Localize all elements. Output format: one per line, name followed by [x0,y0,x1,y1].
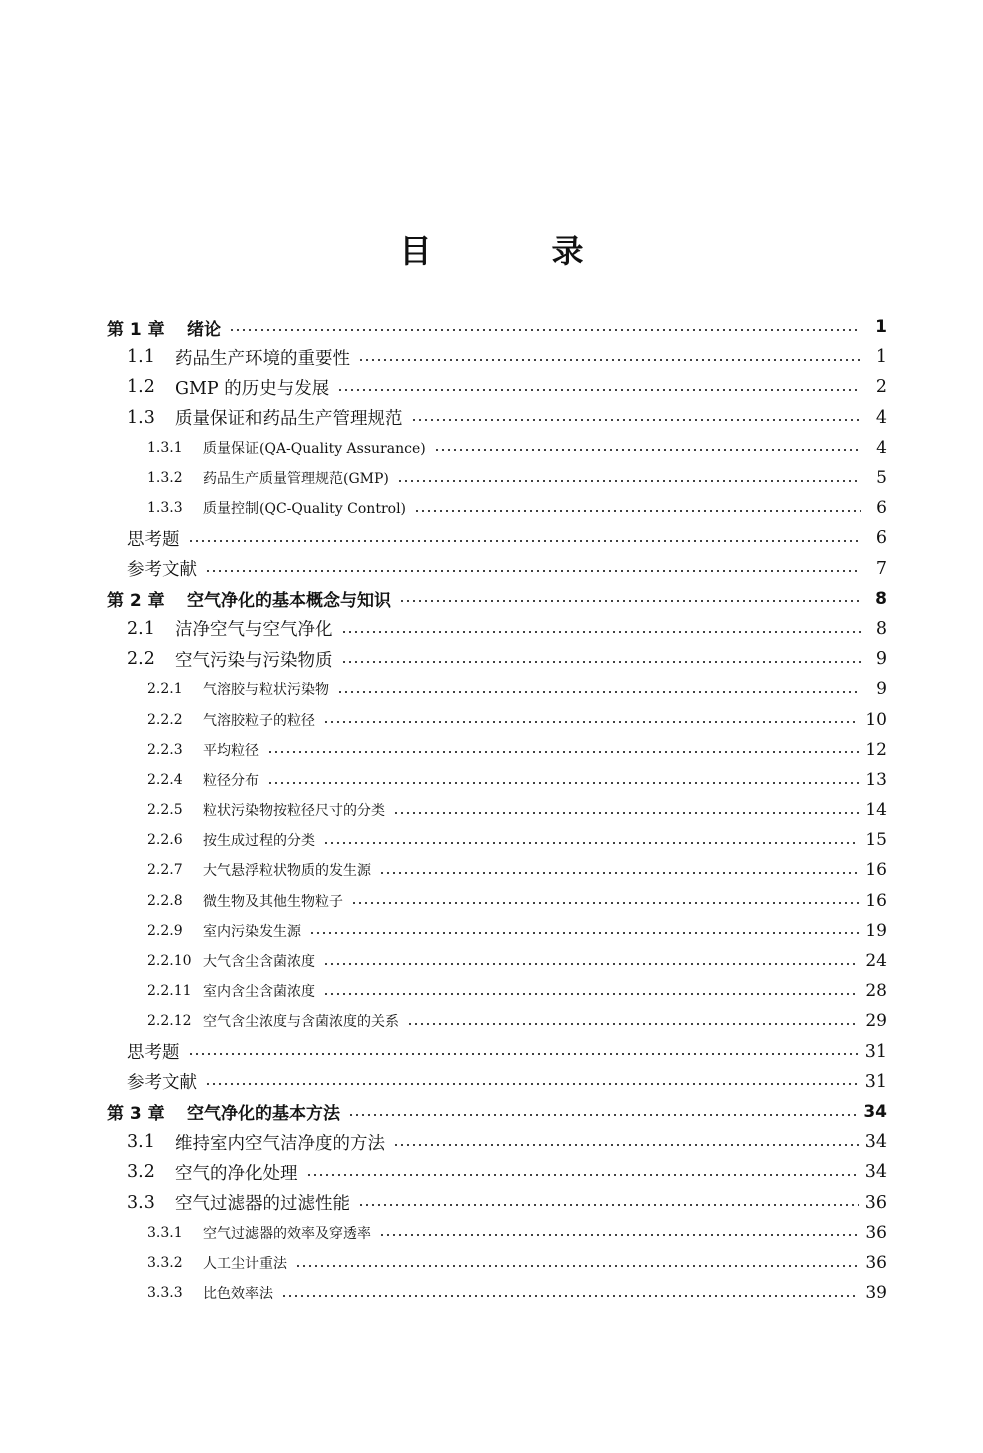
toc-entry-page-number: 24 [865,951,887,972]
toc-entry[interactable] [107,765,887,795]
toc-entry-title: 大气悬浮粒状物质的发生源 [203,863,371,880]
toc-entry-page-number: 39 [865,1283,887,1304]
dot-leader [379,855,859,885]
toc-entry-page-number: 6 [875,528,887,549]
toc-entry-number: 3.3.3 [147,1285,183,1302]
toc-entry-number: 2.2.7 [147,862,183,879]
toc-entry-number: 第 2 章 [107,591,165,612]
toc-entry[interactable] [107,916,887,946]
toc-entry-title: GMP 的历史与发展 [175,378,330,399]
toc-chapter-entry[interactable] [107,584,887,614]
toc-entry[interactable] [107,1037,887,1067]
toc-entry-page-number: 28 [865,981,887,1002]
toc-entry[interactable] [107,433,887,463]
toc-entry[interactable] [107,795,887,825]
dot-leader [358,1188,859,1218]
toc-entry[interactable] [107,735,887,765]
toc-entry-number: 1.3.2 [147,470,183,487]
toc-entry-title: 质量保证和药品生产管理规范 [175,409,403,430]
toc-entry[interactable] [107,1157,887,1187]
toc-entry-title: 洁净空气与空气净化 [175,620,333,641]
toc-entry-number: 3.3.2 [147,1254,183,1271]
dot-leader [414,493,861,523]
toc-entry-page-number: 34 [864,1162,887,1183]
toc-entry-title: 空气净化的基本方法 [187,1104,340,1125]
toc-entry-page-number: 9 [876,679,887,700]
toc-entry-title: 思考题 [127,1043,180,1064]
toc-entry-number: 1.2 [127,377,155,398]
toc-entry-title: 空气净化的基本概念与知识 [187,591,391,612]
toc-entry-page-number: 15 [865,830,887,851]
toc-entry[interactable] [107,342,887,372]
toc-entry-title: 大气含尘含菌浓度 [203,954,315,971]
toc-entry[interactable] [107,1187,887,1217]
toc-entry[interactable] [107,554,887,584]
toc-entry-number: 2.2.5 [147,802,183,819]
toc-entry-number: 2.2.8 [147,892,183,909]
dot-leader [205,1067,859,1097]
dot-leader [341,644,862,674]
toc-entry-page-number: 36 [864,1192,887,1213]
dot-leader [267,765,859,795]
toc-entry-title: 气溶胶与粒状污染物 [203,682,329,699]
toc-chapter-entry[interactable] [107,1097,887,1127]
toc-entry[interactable] [107,825,887,855]
toc-entry-page-number: 14 [865,800,887,821]
toc-entry-title: 气溶胶粒子的粒径 [203,712,315,729]
dot-leader [411,403,862,433]
toc-entry-number: 1.3.1 [147,439,183,456]
dot-leader [323,946,859,976]
toc-entry-page-number: 12 [865,739,887,760]
toc-entry-number: 2.2.3 [147,741,183,758]
toc-entry-title: 空气污染与污染物质 [175,650,333,671]
dot-leader [399,584,861,614]
toc-entry-title: 思考题 [127,529,180,550]
dot-leader [337,674,861,704]
toc-entry-title: 粒状污染物按粒径尺寸的分类 [203,803,385,820]
table-of-contents [107,312,887,1308]
toc-entry[interactable] [107,644,887,674]
toc-entry-page-number: 36 [865,1222,887,1243]
toc-entry-number: 2.2.9 [147,922,183,939]
toc-entry-title: 质量保证(QA-Quality Assurance) [203,440,426,457]
toc-entry[interactable] [107,1127,887,1157]
dot-leader [348,1097,857,1127]
page-title: 目 录 [399,232,628,270]
dot-leader [229,312,861,342]
toc-entry-page-number: 4 [876,437,887,458]
toc-entry-title: 微生物及其他生物粒子 [203,893,343,910]
toc-entry[interactable] [107,1218,887,1248]
dot-leader [188,523,862,553]
toc-entry-title: 人工尘计重法 [203,1255,287,1272]
toc-entry[interactable] [107,704,887,734]
toc-chapter-entry[interactable] [107,312,887,342]
dot-leader [351,886,859,916]
dot-leader [379,1218,859,1248]
toc-entry-number: 3.3.1 [147,1224,183,1241]
toc-entry[interactable] [107,1248,887,1278]
toc-entry-page-number: 31 [864,1071,887,1092]
dot-leader [306,1157,859,1187]
dot-leader [323,825,859,855]
toc-entry-title: 维持室内空气洁净度的方法 [175,1133,385,1154]
toc-entry-page-number: 16 [865,890,887,911]
toc-entry-title: 比色效率法 [203,1286,273,1303]
dot-leader [188,1037,859,1067]
dot-leader [434,433,861,463]
toc-entry-number: 1.3.3 [147,500,183,517]
toc-entry-number: 3.1 [127,1132,155,1153]
toc-entry[interactable] [107,855,887,885]
toc-entry[interactable] [107,523,887,553]
toc-entry[interactable] [107,1006,887,1036]
toc-entry[interactable] [107,976,887,1006]
toc-entry-page-number: 7 [875,558,887,579]
toc-entry[interactable] [107,372,887,402]
toc-entry-page-number: 5 [876,468,887,489]
toc-entry[interactable] [107,493,887,523]
dot-leader [205,554,861,584]
toc-entry[interactable] [107,1278,887,1308]
toc-entry-number: 1.1 [127,347,155,368]
toc-entry-title: 按生成过程的分类 [203,833,315,850]
toc-entry-number: 2.2.1 [147,681,183,698]
toc-entry-page-number: 29 [865,1011,887,1032]
toc-entry-title: 参考文献 [127,1073,197,1094]
dot-leader [267,735,859,765]
toc-entry-title: 药品生产质量管理规范(GMP) [203,471,389,488]
toc-entry-page-number: 19 [865,920,887,941]
toc-entry-title: 粒径分布 [203,772,259,789]
toc-entry-title: 室内污染发生源 [203,923,301,940]
toc-entry-page-number: 13 [865,769,887,790]
dot-leader [337,372,861,402]
toc-entry-page-number: 1 [875,347,887,368]
toc-entry-number: 第 1 章 [107,319,165,340]
toc-entry-number: 3.2 [127,1162,155,1183]
toc-entry[interactable] [107,403,887,433]
toc-entry-title: 绪论 [187,319,221,340]
toc-entry-page-number: 16 [865,860,887,881]
toc-entry-number: 2.2.2 [147,711,183,728]
toc-entry-title: 平均粒径 [203,742,259,759]
dot-leader [397,463,861,493]
toc-entry-number: 2.2.12 [147,1013,192,1030]
toc-entry-number: 2.2.10 [147,953,192,970]
toc-entry-page-number: 36 [865,1252,887,1273]
dot-leader [393,1127,859,1157]
dot-leader [358,342,861,372]
toc-entry-title: 空气过滤器的过滤性能 [175,1194,350,1215]
toc-entry-number: 2.2 [127,649,155,670]
dot-leader [341,614,862,644]
toc-entry-number: 1.3 [127,407,155,428]
toc-entry-page-number: 8 [875,618,887,639]
toc-entry-title: 药品生产环境的重要性 [175,348,350,369]
toc-entry[interactable] [107,946,887,976]
toc-entry-number: 2.1 [127,618,155,639]
toc-entry-page-number: 2 [875,377,887,398]
toc-entry-title: 空气含尘浓度与含菌浓度的关系 [203,1014,399,1031]
toc-entry-title: 质量控制(QC-Quality Control) [203,501,407,518]
toc-entry-page-number: 9 [875,649,887,670]
toc-entry[interactable] [107,614,887,644]
toc-entry-number: 第 3 章 [107,1104,165,1125]
dot-leader [309,916,859,946]
toc-entry-page-number: 34 [863,1101,887,1122]
toc-entry-title: 空气的净化处理 [175,1163,298,1184]
toc-entry-number: 2.2.11 [147,983,192,1000]
toc-entry[interactable] [107,886,887,916]
toc-entry-page-number: 34 [864,1132,887,1153]
toc-entry-page-number: 1 [875,317,887,338]
toc-entry-page-number: 31 [864,1041,887,1062]
toc-entry-page-number: 8 [875,588,887,609]
toc-entry-title: 室内含尘含菌浓度 [203,984,315,1001]
toc-entry-number: 3.3 [127,1192,155,1213]
dot-leader [295,1248,859,1278]
dot-leader [281,1278,859,1308]
dot-leader [323,976,859,1006]
toc-entry-title: 参考文献 [127,560,197,581]
toc-entry-number: 2.2.4 [147,771,183,788]
toc-entry[interactable] [107,674,887,704]
toc-entry-number: 2.2.6 [147,832,183,849]
toc-entry-page-number: 4 [875,407,887,428]
dot-leader [407,1006,859,1036]
toc-entry-page-number: 10 [865,709,887,730]
dot-leader [323,705,859,735]
toc-entry[interactable] [107,1067,887,1097]
toc-entry-title: 空气过滤器的效率及穿透率 [203,1225,371,1242]
toc-entry-page-number: 6 [876,498,887,519]
toc-entry[interactable] [107,463,887,493]
dot-leader [393,795,859,825]
